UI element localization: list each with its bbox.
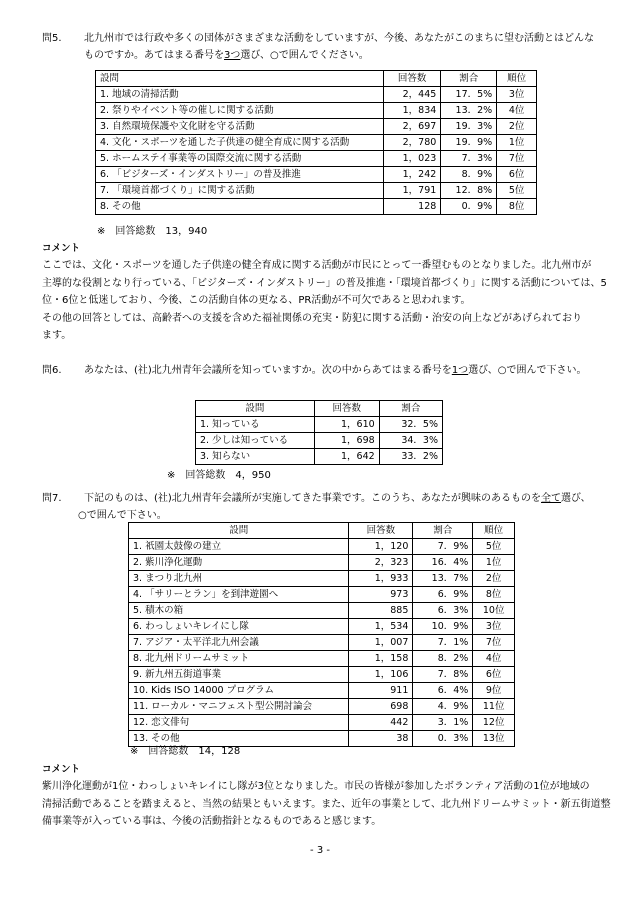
question-text-line1: 下記のものは、(社)北九州青年会議所が実施してきた事業です。このうち、あなたが興味のあるものを全て選び、 bbox=[84, 493, 591, 504]
row-rank: 6位 bbox=[473, 667, 515, 683]
row-label: 7. 「環境首都づくり」に関する活動 bbox=[96, 183, 384, 199]
row-pct: 19．9% bbox=[441, 135, 497, 151]
comment-2-paragraph bbox=[42, 778, 617, 831]
table-row bbox=[96, 183, 537, 199]
row-rank: 8位 bbox=[473, 587, 515, 603]
row-label: 5. 積木の箱 bbox=[129, 603, 349, 619]
table-header-row bbox=[129, 523, 515, 539]
q5-total: ※ 回答総数 13，940 bbox=[97, 226, 208, 237]
row-pct: 7．8% bbox=[413, 667, 473, 683]
question-number: 問5. bbox=[42, 33, 62, 44]
table-row bbox=[129, 651, 515, 667]
row-pct: 33．2% bbox=[379, 449, 442, 465]
row-label: 4. 文化・スポーツを通した子供達の健全育成に関する活動 bbox=[96, 135, 384, 151]
row-rank: 13位 bbox=[473, 731, 515, 747]
row-label: 3. 自然環境保護や文化財を守る活動 bbox=[96, 119, 384, 135]
row-pct: 8．2% bbox=[413, 651, 473, 667]
row-rank: 7位 bbox=[497, 151, 537, 167]
comment-line: 清掃活動であることを踏まえると、当然の結果ともいえます。また、近年の事業として、北九州ドリームサミット・新五街道整 bbox=[42, 798, 611, 810]
underlined-count: 1つ bbox=[451, 365, 469, 376]
row-label: 2. 祭りやイベント等の催しに関する活動 bbox=[96, 103, 384, 119]
header-count: 回答数 bbox=[314, 401, 379, 417]
row-label: 1. 地域の清掃活動 bbox=[96, 87, 384, 103]
question-7 bbox=[42, 490, 622, 524]
row-pct: 34．3% bbox=[379, 433, 442, 449]
row-rank: 1位 bbox=[473, 555, 515, 571]
comment-line: 備事業等が入っている事は、今後の活動指針となるものであると感じます。 bbox=[42, 816, 382, 828]
row-label: 9. 新九州五街道事業 bbox=[129, 667, 349, 683]
comment-line: 位・6位と低迷しており、今後、この活動自体の更なる、PR活動が不可欠であると思われます。 bbox=[42, 295, 471, 307]
q7-total: ※ 回答総数 14，128 bbox=[130, 746, 241, 757]
row-count: 911 bbox=[349, 683, 413, 699]
row-count: 1，933 bbox=[349, 571, 413, 587]
row-count: 1，791 bbox=[383, 183, 440, 199]
row-count: 698 bbox=[349, 699, 413, 715]
underlined-all: 全て bbox=[541, 493, 562, 504]
row-pct: 13．7% bbox=[413, 571, 473, 587]
row-count: 1，834 bbox=[383, 103, 440, 119]
row-count: 1，007 bbox=[349, 635, 413, 651]
header-pct: 割合 bbox=[413, 523, 473, 539]
table-header-row bbox=[196, 401, 443, 417]
header-pct: 割合 bbox=[379, 401, 442, 417]
table-row bbox=[129, 715, 515, 731]
row-count: 1，242 bbox=[383, 167, 440, 183]
row-pct: 0．9% bbox=[441, 199, 497, 215]
question-text-line1: 北九州市では行政や多くの団体がさまざまな活動をしていますが、今後、あなたがこのまちに望む活動とはどんな bbox=[84, 33, 594, 44]
row-pct: 4．9% bbox=[413, 699, 473, 715]
row-count: 1，534 bbox=[349, 619, 413, 635]
row-label: 13. その他 bbox=[129, 731, 349, 747]
header-count: 回答数 bbox=[383, 71, 440, 87]
table-row bbox=[196, 449, 443, 465]
table-header-row bbox=[96, 71, 537, 87]
row-label: 1. 祇園太鼓像の建立 bbox=[129, 539, 349, 555]
q5-table bbox=[95, 70, 537, 215]
row-label: 12. 恋文俳句 bbox=[129, 715, 349, 731]
row-count: 1，106 bbox=[349, 667, 413, 683]
table-row bbox=[96, 103, 537, 119]
table-row bbox=[129, 619, 515, 635]
row-count: 885 bbox=[349, 603, 413, 619]
header-question: 設問 bbox=[196, 401, 315, 417]
table-row bbox=[129, 587, 515, 603]
row-pct: 0．3% bbox=[413, 731, 473, 747]
row-count: 38 bbox=[349, 731, 413, 747]
header-question: 設問 bbox=[129, 523, 349, 539]
row-count: 128 bbox=[383, 199, 440, 215]
row-count: 2，780 bbox=[383, 135, 440, 151]
row-rank: 11位 bbox=[473, 699, 515, 715]
question-number: 問7. bbox=[42, 493, 62, 504]
q7-table bbox=[128, 522, 515, 747]
comment-label: コメント bbox=[42, 243, 81, 254]
row-label: 1. 知っている bbox=[196, 417, 315, 433]
table-row bbox=[196, 433, 443, 449]
row-label: 3. 知らない bbox=[196, 449, 315, 465]
row-pct: 7．9% bbox=[413, 539, 473, 555]
comment-1-paragraph bbox=[42, 257, 617, 345]
table-row bbox=[96, 119, 537, 135]
row-label: 4. 「サリーとラン」を到津遊園へ bbox=[129, 587, 349, 603]
row-count: 1，698 bbox=[314, 433, 379, 449]
table-row bbox=[129, 603, 515, 619]
row-count: 2，697 bbox=[383, 119, 440, 135]
row-pct: 3．1% bbox=[413, 715, 473, 731]
row-count: 1，610 bbox=[314, 417, 379, 433]
comment-line: ます。 bbox=[42, 330, 72, 342]
row-count: 973 bbox=[349, 587, 413, 603]
row-count: 2，323 bbox=[349, 555, 413, 571]
comment-line: 主導的な役割となり行っている、「ビジターズ・インダストリー」の普及推進・「環境首都づくり」に関する活動については、5 bbox=[42, 277, 607, 289]
table-row bbox=[129, 635, 515, 651]
row-rank: 1位 bbox=[497, 135, 537, 151]
row-rank: 12位 bbox=[473, 715, 515, 731]
table-row bbox=[96, 87, 537, 103]
row-label: 5. ホームステイ事業等の国際交流に関する活動 bbox=[96, 151, 384, 167]
row-rank: 2位 bbox=[497, 119, 537, 135]
row-count: 2，445 bbox=[383, 87, 440, 103]
row-rank: 8位 bbox=[497, 199, 537, 215]
row-label: 8. 北九州ドリームサミット bbox=[129, 651, 349, 667]
row-pct: 12．8% bbox=[441, 183, 497, 199]
row-rank: 6位 bbox=[497, 167, 537, 183]
row-rank: 3位 bbox=[497, 87, 537, 103]
row-rank: 3位 bbox=[473, 619, 515, 635]
row-count: 1，120 bbox=[349, 539, 413, 555]
row-label: 10. Kids ISO 14000 プログラム bbox=[129, 683, 349, 699]
row-rank: 10位 bbox=[473, 603, 515, 619]
table-row bbox=[96, 167, 537, 183]
row-rank: 4位 bbox=[497, 103, 537, 119]
row-pct: 7．3% bbox=[441, 151, 497, 167]
row-count: 1，023 bbox=[383, 151, 440, 167]
row-label: 11. ローカル・マニフェスト型公開討論会 bbox=[129, 699, 349, 715]
header-question: 設問 bbox=[96, 71, 384, 87]
question-5 bbox=[42, 30, 622, 64]
table-row bbox=[96, 151, 537, 167]
table-row bbox=[129, 699, 515, 715]
table-row bbox=[96, 135, 537, 151]
row-pct: 32．5% bbox=[379, 417, 442, 433]
row-rank: 7位 bbox=[473, 635, 515, 651]
row-label: 6. 「ビジターズ・インダストリー」の普及推進 bbox=[96, 167, 384, 183]
row-rank: 4位 bbox=[473, 651, 515, 667]
table-row bbox=[129, 683, 515, 699]
row-pct: 17．5% bbox=[441, 87, 497, 103]
row-count: 442 bbox=[349, 715, 413, 731]
table-row bbox=[129, 571, 515, 587]
table-row bbox=[129, 667, 515, 683]
question-text-line2: ○で囲んで下さい。 bbox=[78, 510, 167, 521]
question-6 bbox=[42, 362, 622, 379]
row-label: 7. アジア・太平洋北九州会議 bbox=[129, 635, 349, 651]
row-label: 2. 少しは知っている bbox=[196, 433, 315, 449]
row-pct: 6．4% bbox=[413, 683, 473, 699]
row-pct: 13．2% bbox=[441, 103, 497, 119]
header-rank: 順位 bbox=[497, 71, 537, 87]
table-row bbox=[129, 539, 515, 555]
row-label: 3. まつり北九州 bbox=[129, 571, 349, 587]
row-pct: 6．3% bbox=[413, 603, 473, 619]
question-text-line1: あなたは、(社)北九州青年会議所を知っていますか。次の中からあてはまる番号を1つ選び、○で囲んで下さい。 bbox=[84, 365, 587, 376]
header-count: 回答数 bbox=[349, 523, 413, 539]
row-pct: 16．4% bbox=[413, 555, 473, 571]
table-row bbox=[196, 417, 443, 433]
underlined-count: 3つ bbox=[224, 50, 241, 61]
comment-label: コメント bbox=[42, 764, 81, 775]
row-pct: 8．9% bbox=[441, 167, 497, 183]
q6-total: ※ 回答総数 4，950 bbox=[167, 470, 271, 481]
comment-line: ここでは、文化・スポーツを通した子供達の健全育成に関する活動が市民にとって一番望むものとなりました。北九州市が bbox=[42, 260, 592, 271]
row-rank: 9位 bbox=[473, 683, 515, 699]
table-row bbox=[96, 199, 537, 215]
question-text-line2: ものですか。あてはまる番号を3つ選び、○で囲んでください。 bbox=[84, 50, 369, 61]
row-rank: 2位 bbox=[473, 571, 515, 587]
comment-line: その他の回答としては、高齢者への支援を含めた福祉関係の充実・防犯に関する活動・治安の向上などがあげられており bbox=[42, 312, 582, 324]
comment-line: 紫川浄化運動が1位・わっしょいキレイにし隊が3位となりました。市民の皆様が参加したボランティア活動の1位が地域の bbox=[42, 781, 590, 792]
row-pct: 6．9% bbox=[413, 587, 473, 603]
row-count: 1，642 bbox=[314, 449, 379, 465]
header-rank: 順位 bbox=[473, 523, 515, 539]
row-rank: 5位 bbox=[473, 539, 515, 555]
question-number: 問6. bbox=[42, 365, 62, 376]
row-pct: 7．1% bbox=[413, 635, 473, 651]
row-pct: 10．9% bbox=[413, 619, 473, 635]
row-label: 6. わっしょいキレイにし隊 bbox=[129, 619, 349, 635]
row-count: 1，158 bbox=[349, 651, 413, 667]
row-pct: 19．3% bbox=[441, 119, 497, 135]
row-label: 2. 紫川浄化運動 bbox=[129, 555, 349, 571]
row-label: 8. その他 bbox=[96, 199, 384, 215]
table-row bbox=[129, 555, 515, 571]
header-pct: 割合 bbox=[441, 71, 497, 87]
row-rank: 5位 bbox=[497, 183, 537, 199]
page-number: - 3 - bbox=[310, 845, 330, 856]
q6-table bbox=[195, 400, 443, 465]
